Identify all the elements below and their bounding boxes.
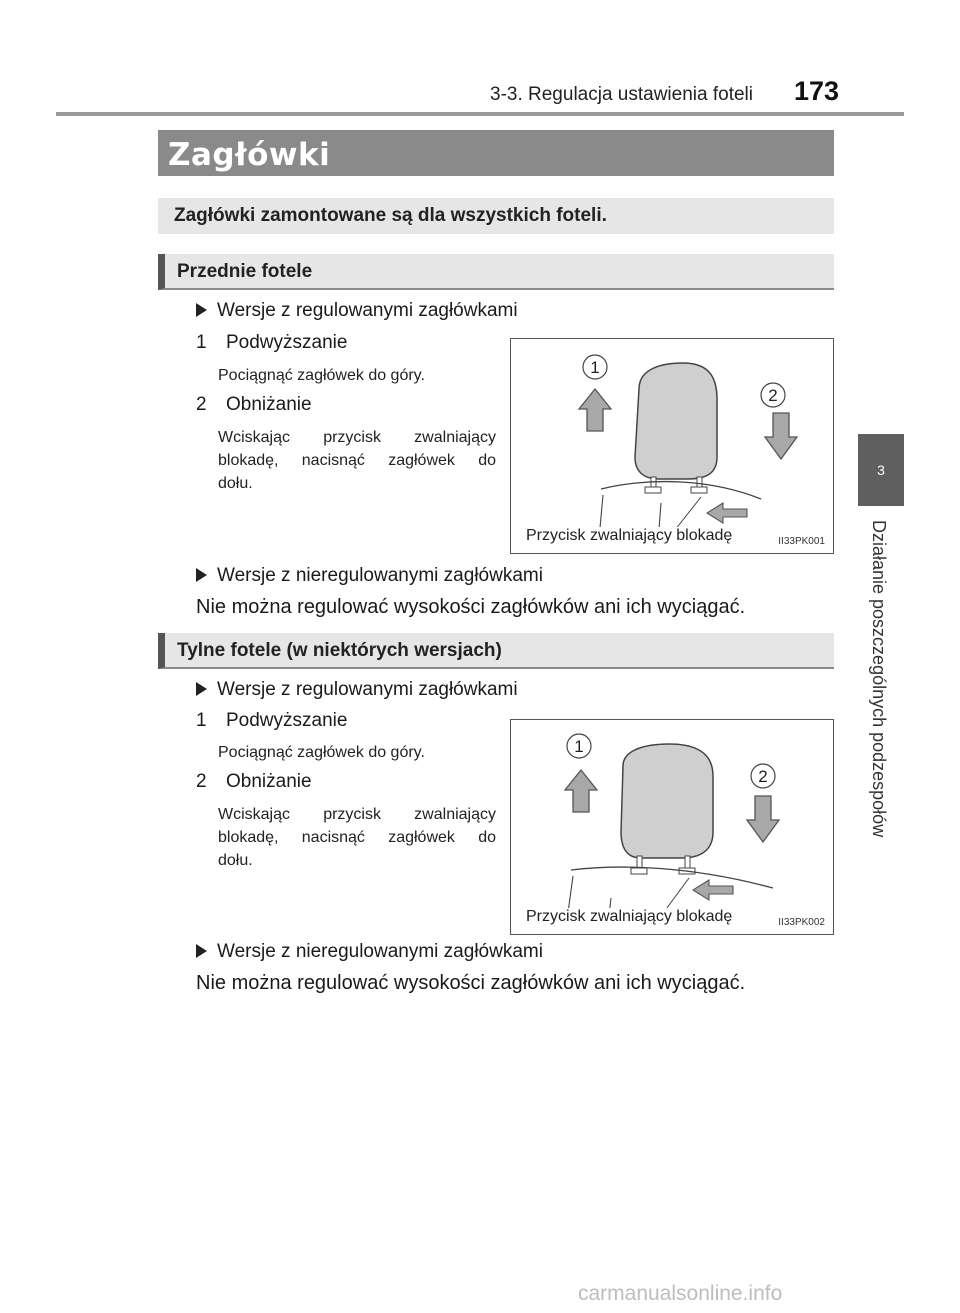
callout-1: 1 (574, 737, 584, 756)
page-title-bar (158, 130, 834, 176)
text-line: blokadę, nacisnąć zagłówek do (218, 452, 496, 469)
rear-step2 (196, 771, 312, 793)
step-label: Obniżanie (226, 394, 312, 415)
chapter-tab-number: 3 (858, 434, 904, 506)
rear-adjustable-label: Wersje z regulowanymi zagłówkami (196, 679, 518, 701)
triangle-bullet-icon (196, 568, 207, 582)
text-line: Wciskając przycisk zwalniający (218, 429, 496, 446)
front-step1 (196, 332, 347, 354)
watermark[interactable]: carmanualsonline.info (578, 1282, 783, 1305)
section-title: 3-3. Regulacja ustawienia foteli (490, 84, 753, 105)
step-label: Obniżanie (226, 771, 312, 792)
headrest-illustration (511, 339, 835, 555)
rear-step1 (196, 710, 347, 732)
text-line: blokadę, nacisnąć zagłówek do (218, 829, 496, 846)
rear-non-adjustable-label: Wersje z nieregulowanymi zagłówkami (196, 941, 543, 963)
step-number: 1 (196, 710, 207, 731)
page-number: 173 (794, 76, 840, 106)
rear-step2-text (218, 803, 496, 872)
text-line: dołu. (218, 852, 253, 869)
callout-2: 2 (768, 386, 778, 405)
rear-seats-heading-bar (158, 633, 834, 669)
front-step1-text: Pociągnąć zagłówek do góry. (218, 367, 425, 384)
headrest-illustration (511, 720, 835, 936)
front-seats-heading: Przednie fotele (177, 261, 313, 282)
triangle-bullet-icon (196, 303, 207, 317)
intro-text: Zagłówki zamontowane są dla wszystkich foteli. (174, 205, 607, 226)
step-label: Podwyższanie (226, 332, 348, 353)
figure-code: II33PK002 (778, 917, 825, 928)
rear-step1-text: Pociągnąć zagłówek do góry. (218, 744, 425, 761)
triangle-bullet-icon (196, 682, 207, 696)
front-step2 (196, 394, 312, 416)
front-step2-text (218, 426, 496, 495)
rear-seats-heading: Tylne fotele (w niektórych wersjach) (177, 640, 502, 661)
front-headrest-figure (510, 338, 834, 554)
intro-bar (158, 198, 834, 234)
step-label: Podwyższanie (226, 710, 348, 731)
step-number: 1 (196, 332, 207, 353)
rear-headrest-figure (510, 719, 834, 935)
rear-non-adjustable-text: Nie można regulować wysokości zagłówków ani ich wyciągać. (196, 972, 746, 994)
callout-1: 1 (590, 358, 600, 377)
figure-caption: Przycisk zwalniający blokadę (523, 908, 735, 926)
front-non-adjustable-label: Wersje z nieregulowanymi zagłówkami (196, 565, 543, 587)
header-divider (56, 112, 904, 116)
callout-2: 2 (758, 767, 768, 786)
chapter-tab (858, 520, 904, 850)
page-title: Zagłówki (168, 137, 331, 173)
front-adjustable-label: Wersje z regulowanymi zagłówkami (196, 300, 518, 322)
step-number: 2 (196, 771, 207, 792)
triangle-bullet-icon (196, 944, 207, 958)
chapter-tab-label: Działanie poszczególnych podzespołów (869, 520, 889, 838)
front-seats-heading-bar (158, 254, 834, 290)
front-non-adjustable-text: Nie można regulować wysokości zagłówków ani ich wyciągać. (196, 596, 746, 618)
text-line: Wciskając przycisk zwalniający (218, 806, 496, 823)
text-line: dołu. (218, 475, 253, 492)
figure-code: II33PK001 (778, 536, 825, 547)
step-number: 2 (196, 394, 207, 415)
figure-caption: Przycisk zwalniający blokadę (523, 527, 735, 545)
